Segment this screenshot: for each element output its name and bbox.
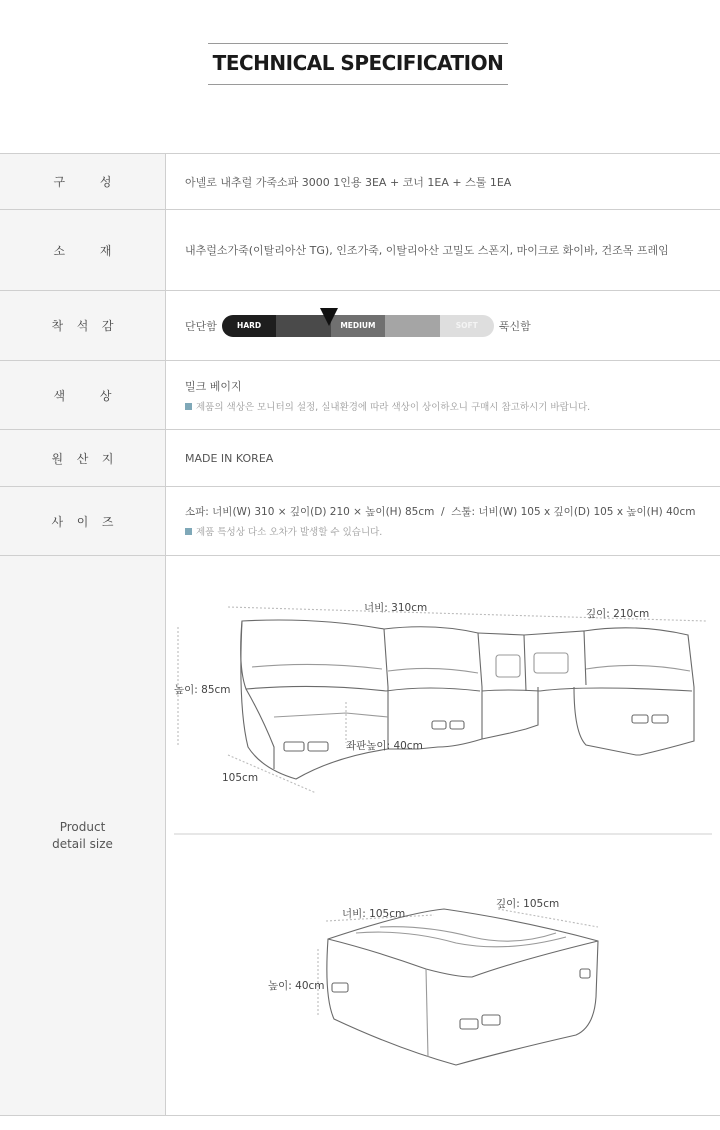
product-drawings xyxy=(166,556,720,1116)
label-char: 지 xyxy=(101,451,114,466)
label-char: 이 xyxy=(76,514,89,529)
size-text: 소파: 너비(W) 310 × 깊이(D) 210 × 높이(H) 85cm / 스툴: 너비(W) 105 x 깊이(D) 105 x 높이(H) 40cm xyxy=(185,506,696,518)
stool-depth-label: 깊이: 105cm xyxy=(496,897,560,910)
size-note: 제품 특성상 다소 오차가 발생할 수 있습니다. xyxy=(185,524,720,538)
product-label-line1: Product xyxy=(59,819,106,834)
composition-value: 아넬로 내추럴 가죽소파 3000 1인용 3EA + 코너 1EA + 스툴 1EA xyxy=(166,154,720,210)
label-char: 감 xyxy=(101,319,114,333)
firmness-level-4 xyxy=(385,315,439,337)
firmness-left-label: 단단함 xyxy=(185,319,217,333)
sofa-seat-height-label: 좌판높이: 40cm xyxy=(346,739,423,752)
firmness-scale xyxy=(222,315,494,337)
row-label xyxy=(0,430,166,487)
color-value xyxy=(166,361,720,430)
firmness-level-5: SOFT xyxy=(440,315,494,337)
label-char: 즈 xyxy=(101,514,114,529)
material-value: 내추럴소가죽(이탈리아산 TG), 인조가죽, 이탈리아산 고밀도 스폰지, 마이크로 화이바, 건조목 프레임 xyxy=(166,210,720,291)
row-label xyxy=(0,154,166,210)
page-title: TECHNICAL SPECIFICATION xyxy=(212,51,504,75)
color-name: 밀크 베이지 xyxy=(185,379,242,393)
stool-width-label: 너비: 105cm xyxy=(342,907,406,920)
sofa-height-label: 높이: 85cm xyxy=(174,683,231,696)
label-char: 사 xyxy=(51,514,64,529)
origin-value: MADE IN KOREA xyxy=(166,430,720,487)
spec-row-size xyxy=(0,487,720,556)
label-char: 성 xyxy=(99,175,112,189)
stool-drawing xyxy=(318,909,598,1065)
spec-row-material xyxy=(0,210,720,291)
label-char: 산 xyxy=(76,451,89,466)
spec-row-product xyxy=(0,556,720,1116)
product-label-line2: detail size xyxy=(52,836,113,851)
row-label xyxy=(0,361,166,430)
stool-height-label: 높이: 40cm xyxy=(268,979,325,992)
sofa-drawing xyxy=(178,607,706,793)
firmness-right-label: 푹신함 xyxy=(498,319,531,333)
sofa-width-label: 너비: 310cm xyxy=(364,601,428,614)
label-char: 착 xyxy=(51,319,64,333)
note-bullet-icon xyxy=(185,528,192,535)
spec-row-origin xyxy=(0,430,720,487)
spec-row-composition xyxy=(0,154,720,210)
firmness-level-3: MEDIUM xyxy=(331,315,385,337)
firmness-value xyxy=(166,291,720,361)
sofa-depth-label: 깊이: 210cm xyxy=(586,607,650,620)
label-char: 소 xyxy=(53,243,66,258)
spec-table xyxy=(0,153,720,1116)
label-char: 상 xyxy=(99,388,112,403)
label-char: 재 xyxy=(99,243,112,258)
size-value xyxy=(166,487,720,556)
row-label xyxy=(0,291,166,361)
label-char: 원 xyxy=(51,451,64,466)
sofa-side-label: 105cm xyxy=(222,771,259,784)
title-frame xyxy=(208,43,508,85)
label-char: 구 xyxy=(53,175,66,189)
spec-row-color xyxy=(0,361,720,430)
spec-row-firmness xyxy=(0,291,720,361)
row-label xyxy=(0,210,166,291)
firmness-level-1: HARD xyxy=(222,315,276,337)
label-char: 색 xyxy=(53,388,66,403)
row-label xyxy=(0,556,166,1116)
color-note: 제품의 색상은 모니터의 설정, 실내환경에 따라 색상이 상이하오니 구매시 참고하시기 바랍니다. xyxy=(185,399,720,413)
note-bullet-icon xyxy=(185,403,192,410)
row-label xyxy=(0,487,166,556)
label-char: 석 xyxy=(76,319,89,333)
product-drawings-svg xyxy=(166,557,720,1115)
selected-level-arrow-icon xyxy=(320,308,338,326)
